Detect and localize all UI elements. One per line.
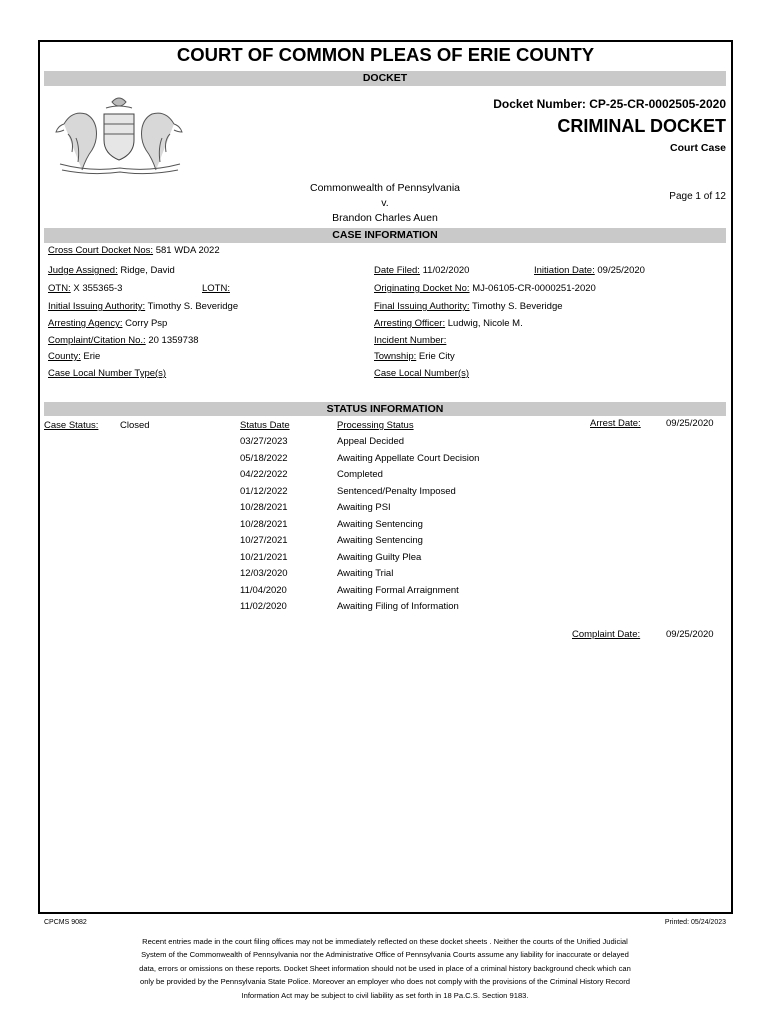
judge-label: Judge Assigned: [48,265,118,276]
initiation-label: Initiation Date: [534,265,595,276]
complaint-no-row [48,335,199,346]
date-filed-label: Date Filed: [374,265,420,276]
date-filed-row [374,265,469,276]
status-row-processing-status: Completed [337,469,383,480]
final-authority-row [374,301,563,312]
docket-band: DOCKET [44,71,726,86]
initiation-row [534,265,645,276]
status-row-date: 12/03/2020 [240,568,288,579]
caption-line-3: Brandon Charles Auen [332,212,438,224]
cross-court-label: Cross Court Docket Nos: [48,245,154,256]
county-row [48,351,100,362]
orig-docket-label: Originating Docket No: [374,283,470,294]
status-row-date: 05/18/2022 [240,452,288,464]
status-row-date: 04/22/2022 [240,469,288,480]
complaint-no-value: 20 1359738 [148,335,199,346]
status-row-processing-status: Awaiting PSI [337,502,391,513]
county-label: County: [48,351,81,362]
status-row-processing-status: Appeal Decided [337,436,405,447]
disclaimer-line-3: data, errors or omissions on these reports. Docket Sheet information should not be used in place of a criminal history background check which can [139,963,631,973]
case-kind: Court Case [669,142,726,154]
township-row [374,351,455,362]
docket-number: Docket Number: CP-25-CR-0002505-2020 [493,97,726,111]
status-row-date: 11/04/2020 [240,584,287,596]
status-row-date: 10/27/2021 [240,535,288,546]
cross-court-value: 581 WDA 2022 [155,245,220,256]
arresting-agency-label: Arresting Agency: [48,318,123,329]
township-value: Erie City [418,351,455,362]
status-row-processing-status: Awaiting Filing of Information [337,601,459,612]
orig-docket-row [374,283,596,294]
date-filed-value: 11/02/2020 [422,265,470,276]
processing-status-header: Processing Status [337,420,414,431]
status-information-band: STATUS INFORMATION [44,402,726,416]
status-date-header: Status Date [240,420,290,431]
status-row-processing-status: Awaiting Sentencing [337,535,423,546]
arresting-officer-label: Arresting Officer: [374,318,446,329]
complaint-date-value: 09/25/2020 [666,629,714,640]
disclaimer [80,935,690,1002]
docket-type: CRIMINAL DOCKET [557,116,726,136]
final-authority-label: Final Issuing Authority: [374,301,470,312]
disclaimer-line-5: Information Act may be subject to civil liability as set forth in 18 Pa.C.S. Section 9183. [241,990,529,1000]
status-row-date: 03/27/2023 [240,436,288,447]
county-value: Erie [83,351,101,362]
arresting-officer-value: Ludwig, Nicole M. [447,318,523,329]
status-row-processing-status: Awaiting Guilty Plea [337,551,422,563]
caption-line-1: Commonwealth of Pennsylvania [310,182,460,194]
complaint-no-label: Complaint/Citation No.: [48,335,146,346]
disclaimer-line-1: Recent entries made in the court filing offices may not be immediately reflected on these docket sheets . Neither the courts of the Unified Judicial [142,937,628,946]
status-row-date: 10/28/2021 [240,502,288,513]
pennsylvania-coat-of-arms-icon [54,94,184,176]
initiation-value: 09/25/2020 [597,265,645,276]
status-row-date: 01/12/2022 [240,485,288,497]
status-row-processing-status: Sentenced/Penalty Imposed [337,485,456,497]
case-status-label: Case Status: [44,420,99,431]
complaint-date-label: Complaint Date: [572,629,641,640]
printed-date: Printed: 05/24/2023 [664,919,726,926]
court-title: COURT OF COMMON PLEAS OF ERIE COUNTY [176,44,595,65]
judge-value: Ridge, David [120,265,175,276]
cross-court-row [48,245,220,256]
status-row-processing-status: Awaiting Sentencing [337,518,423,530]
lotn-label: LOTN: [202,283,230,294]
status-row-processing-status: Awaiting Trial [337,568,394,579]
arresting-officer-row [374,318,523,329]
caption-line-2: v. [381,197,389,209]
otn-row [48,283,122,294]
arresting-agency-row [48,318,167,329]
township-label: Township: [374,351,417,362]
incident-label: Incident Number: [374,335,447,346]
judge-row [48,265,175,276]
case-local-type-label: Case Local Number Type(s) [48,368,167,379]
form-id: CPCMS 9082 [44,919,87,926]
initial-authority-value: Timothy S. Beveridge [147,301,239,312]
status-row-date: 10/21/2021 [240,551,288,563]
page-label: Page 1 of 12 [669,191,726,202]
case-status-value: Closed [120,420,150,431]
disclaimer-line-4: only be provided by the Pennsylvania State Police. Moreover an employer who does not comply with the provisions of the Criminal History Record [139,977,631,987]
disclaimer-line-2: System of the Commonwealth of Pennsylvania nor the Administrative Office of Pennsylvania Courts assume any liability for inaccurate or delayed [141,950,629,960]
status-row-processing-status: Awaiting Formal Arraignment [337,584,459,596]
otn-label: OTN: [48,283,71,294]
status-row-date: 10/28/2021 [240,518,288,530]
case-local-number-label: Case Local Number(s) [374,368,470,379]
status-row-processing-status: Awaiting Appellate Court Decision [337,452,480,464]
orig-docket-value: MJ-06105-CR-0000251-2020 [472,283,596,294]
arrest-date-value: 09/25/2020 [666,418,714,429]
otn-value: X 355365-3 [73,283,123,294]
arrest-date-label: Arrest Date: [590,418,641,429]
initial-authority-label: Initial Issuing Authority: [48,301,146,312]
final-authority-value: Timothy S. Beveridge [472,301,563,312]
initial-authority-row [48,301,238,312]
status-row-date: 11/02/2020 [240,601,287,612]
arresting-agency-value: Corry Psp [125,318,168,329]
case-information-band: CASE INFORMATION [44,228,726,243]
